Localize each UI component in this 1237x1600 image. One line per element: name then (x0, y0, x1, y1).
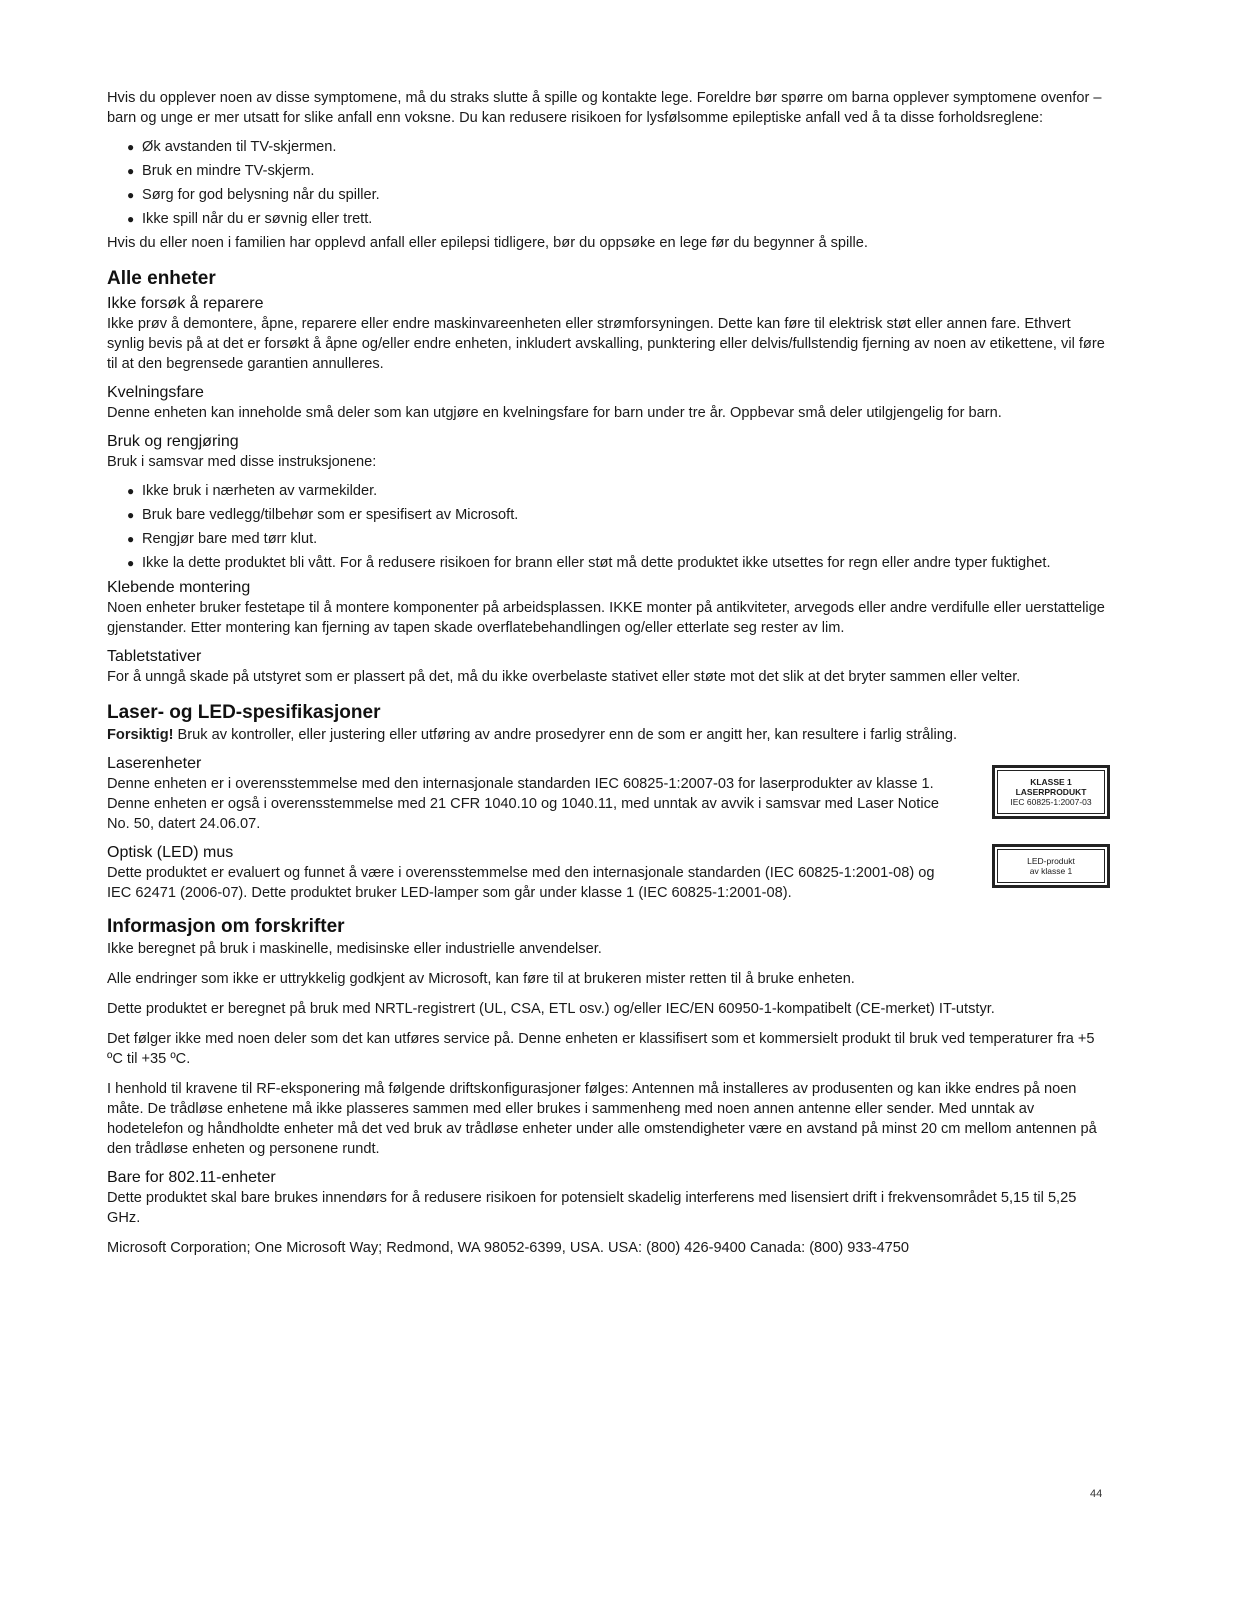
bruk-text: Bruk i samsvar med disse instruksjonene: (107, 454, 377, 470)
led-class-label (992, 844, 1110, 888)
caution-text: Forsiktig! Bruk av kontroller, eller justering eller utføring av andre prosedyrer enn de som er angitt her, kan resultere i farlig stråling. (107, 727, 958, 743)
subsection-title-bruk: Bruk og rengjøring (107, 433, 239, 450)
subsection-title-kvelning: Kvelningsfare (107, 384, 204, 401)
subsection-title-laserenheter: Laserenheter (107, 755, 202, 772)
list-item: ● Ikke bruk i nærheten av varmekilder. (127, 483, 378, 499)
intro-paragraph: Hvis du opplever noen av disse symptomene, må du straks slutte å spille og kontakte lege. Foreldre bør spørre om barna opplever symptomene ovenfor – barn og unge er mer utsatt for slike anfall enn voksne. Du kan redusere risikoen for lysfølsomme epileptiske anfall ved å ta disse forholdsreglene: (107, 90, 1102, 126)
caution-label: Forsiktig! (107, 727, 174, 743)
label-line: LASERPRODUKT (1015, 787, 1087, 797)
klebende-text: Noen enheter bruker festetape til å montere komponenter på arbeidsplassen. IKKE monter på antikviteter, arvegods eller andre verdifulle eller uerstattelige gjenstander. Etter montering kan fjerning av tapen skade overflatebehandlingen og/eller etterlate seg rester av lim. (107, 600, 1105, 636)
bruk-list (107, 481, 1107, 573)
laserenheter-text: Denne enheten er i overensstemmelse med den internasjonale standarden IEC 60825-1:2007-03 for laserprodukter av klasse 1. Denne enheten er også i overensstemmelse med 21 CFR 1040.10 og 1040.11, med unntak av avvik i samsvar med Laser Notice No. 50, datert 24.06.07. (107, 776, 940, 832)
intro-paragraph-2: Hvis du eller noen i familien har opplevd anfall eller epilepsi tidligere, bør du oppsøke en lege før du begynner å spille. (107, 235, 868, 251)
list-item: ● Øk avstanden til TV-skjermen. (127, 139, 337, 155)
bullet-icon: ● (127, 164, 135, 178)
bullet-icon: ● (127, 508, 135, 522)
list-item: ● Ikke la dette produktet bli vått. For å redusere risikoen for brann eller støt må dette produktet ikke utsettes for regn eller andre typer fuktighet. (127, 555, 1051, 571)
list-item: ● Ikke spill når du er søvnig eller trett. (127, 211, 373, 227)
subsection-title-tablet: Tabletstativer (107, 648, 202, 665)
bullet-icon: ● (127, 532, 135, 546)
forskrifter-p2: Alle endringer som ikke er uttrykkelig godkjent av Microsoft, kan føre til at brukeren mister retten til å bruke enheten. (107, 971, 855, 987)
bullet-icon: ● (127, 484, 135, 498)
tablet-text: For å unngå skade på utstyret som er plassert på det, må du ikke overbelaste stativet eller støte mot det slik at det bryter sammen eller velter. (107, 669, 1021, 685)
kvelning-text: Denne enheten kan inneholde små deler som kan utgjøre en kvelningsfare for barn under tre år. Oppbevar små deler utilgjengelig for barn. (107, 405, 1002, 421)
forskrifter-p4: Det følger ikke med noen deler som det kan utføres service på. Denne enheten er klassifisert som et kommersielt produkt til bruk ved temperaturer fra +5 ºC til +35 ºC. (107, 1031, 1095, 1067)
bullet-icon: ● (127, 140, 135, 154)
bullet-icon: ● (127, 212, 135, 226)
subsection-title-led: Optisk (LED) mus (107, 844, 234, 861)
section-title-laser: Laser- og LED-spesifikasjoner (107, 702, 381, 723)
label-line: KLASSE 1 (1030, 777, 1072, 787)
page-number: 44 (1090, 1488, 1103, 1500)
forskrifter-p1: Ikke beregnet på bruk i maskinelle, medisinske eller industrielle anvendelser. (107, 941, 602, 957)
wifi-text: Dette produktet skal bare brukes innendørs for å redusere risikoen for potensielt skadelig interferens med lisensiert drift i frekvensområdet 5,15 til 5,25 GHz. (107, 1190, 1077, 1226)
label-line: IEC 60825-1:2007-03 (1010, 797, 1092, 807)
subsection-title-klebende: Klebende montering (107, 579, 251, 596)
bullet-icon: ● (127, 188, 135, 202)
precautions-list (107, 137, 1107, 229)
forskrifter-p5: I henhold til kravene til RF-eksponering må følgende driftskonfigurasjoner følges: Antennen må installeres av produsenten og kan ikke endres på noen måte. De trådløse enhetene må ikke plasseres sammen med eller brukes i sammenheng med noen annen antenne eller sender. Med unntak av hodetelefon og håndholdte enheter må det ved bruk av trådløse enheter under alle omstendigheter være en avstand på minst 20 cm mellom antennen på den trådløse enheten og personene rundt. (107, 1081, 1097, 1157)
list-item: ● Bruk bare vedlegg/tilbehør som er spesifisert av Microsoft. (127, 507, 519, 523)
bullet-icon: ● (127, 556, 135, 570)
forskrifter-p3: Dette produktet er beregnet på bruk med NRTL-registrert (UL, CSA, ETL osv.) og/eller IEC/EN 60950-1-kompatibelt (CE-merket) IT-utstyr. (107, 1001, 995, 1017)
reparere-text: Ikke prøv å demontere, åpne, reparere eller endre maskinvareenheten eller strømforsyningen. Dette kan føre til elektrisk støt eller annen fare. Ethvert synlig bevis på at det er forsøkt å åpne og/eller endre enheten, inkludert avskalling, punktering eller delvis/fullstendig fjerning av noen av etikettene, vil føre til at den begrensede garantien annulleres. (107, 316, 1105, 372)
list-item: ● Sørg for god belysning når du spiller. (127, 187, 380, 203)
subsection-title-wifi: Bare for 802.11-enheter (107, 1169, 276, 1186)
document-page (107, 88, 1107, 1258)
section-title-forskrifter: Informasjon om forskrifter (107, 916, 345, 937)
led-text: Dette produktet er evaluert og funnet å være i overensstemmelse med den internasjonale standarden (IEC 60825-1:2001-08) og IEC 62471 (2006-07). Dette produktet bruker LED-lamper som går under klasse 1 (IEC 60825-1:2001-08). (107, 865, 935, 901)
list-item: ● Rengjør bare med tørr klut. (127, 531, 318, 547)
laserenheter-block (107, 753, 1107, 834)
list-item: ● Bruk en mindre TV-skjerm. (127, 163, 315, 179)
section-title-alle-enheter: Alle enheter (107, 268, 216, 289)
led-block (107, 842, 1107, 903)
laser-class-label (992, 765, 1110, 819)
subsection-title-reparere: Ikke forsøk å reparere (107, 295, 264, 312)
label-line: av klasse 1 (1029, 866, 1073, 876)
label-line: LED-produkt (1027, 856, 1075, 866)
address-text: Microsoft Corporation; One Microsoft Way; Redmond, WA 98052-6399, USA. USA: (800) 426-9400 Canada: (800) 933-4750 (107, 1240, 909, 1256)
